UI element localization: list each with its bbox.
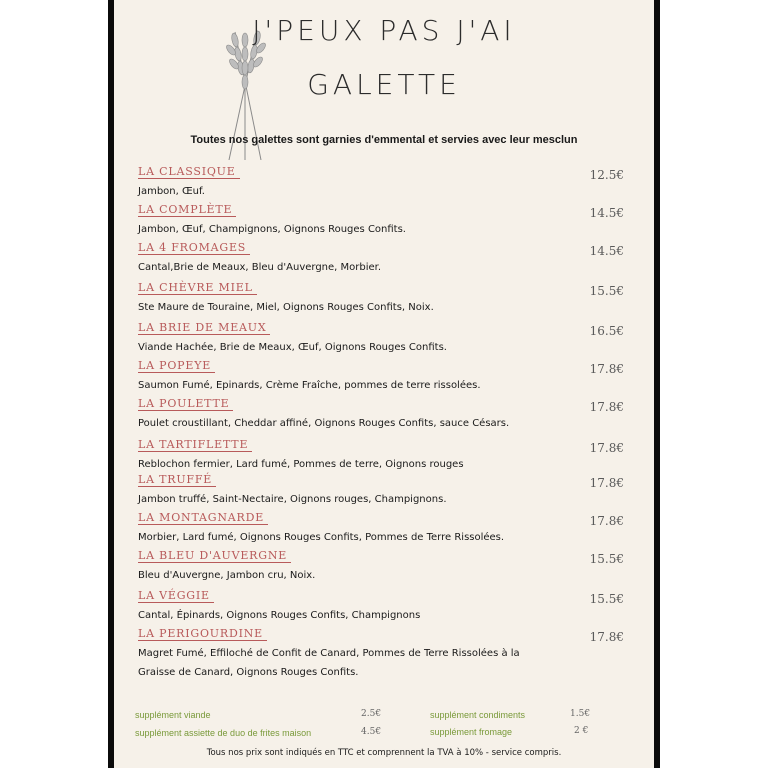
supplement-frites-label: supplément assiette de duo de frites maison (135, 728, 312, 738)
item-price: 12.5€ (589, 168, 624, 182)
item-price: 14.5€ (589, 206, 624, 220)
item-name: LA TRUFFÉ (138, 473, 216, 487)
item-description: Jambon, Œuf. (138, 186, 205, 197)
item-description: Poulet croustillant, Cheddar affiné, Oignons Rouges Confits, sauce Césars. (138, 418, 510, 429)
item-name: LA 4 FROMAGES (138, 241, 250, 255)
item-name: LA MONTAGNARDE (138, 511, 268, 525)
item-name: LA TARTIFLETTE (138, 438, 252, 452)
item-price: 15.5€ (589, 284, 624, 298)
item-price: 15.5€ (589, 552, 624, 566)
item-description: Jambon, Œuf, Champignons, Oignons Rouges Confits. (138, 224, 406, 235)
item-description: Bleu d'Auvergne, Jambon cru, Noix. (138, 570, 316, 581)
item-name: LA BLEU D'AUVERGNE (138, 549, 291, 563)
item-price: 17.8€ (589, 400, 624, 414)
item-name: LA POPEYE (138, 359, 215, 373)
item-description: Morbier, Lard fumé, Oignons Rouges Confits, Pommes de Terre Rissolées. (138, 532, 505, 543)
supplement-frites-price: 4.5€ (361, 727, 382, 737)
item-description: Cantal,Brie de Meaux, Bleu d'Auvergne, Morbier. (138, 262, 382, 273)
item-price: 17.8€ (589, 630, 624, 644)
supplement-fromage-price: 2 € (574, 726, 589, 736)
title-line-2: GALETTE (307, 68, 461, 101)
item-name: LA BRIE DE MEAUX (138, 321, 270, 335)
item-price: 17.8€ (589, 441, 624, 455)
item-price: 16.5€ (589, 324, 624, 338)
item-price: 15.5€ (589, 592, 624, 606)
item-name: LA POULETTE (138, 397, 233, 411)
item-price: 14.5€ (589, 244, 624, 258)
item-name: LA VÉGGIE (138, 589, 214, 603)
item-price: 17.8€ (589, 362, 624, 376)
item-description: Magret Fumé, Effiloché de Confit de Canard, Pommes de Terre Rissolées à la Graisse de Canard, Oignons Rouges Confits. (138, 648, 520, 678)
item-description: Viande Hachée, Brie de Meaux, Œuf, Oignons Rouges Confits. (138, 342, 447, 353)
supplement-condiments-price: 1.5€ (570, 709, 591, 719)
item-price: 17.8€ (589, 514, 624, 528)
item-name: LA COMPLÈTE (138, 203, 236, 217)
item-description: Saumon Fumé, Epinards, Crème Fraîche, pommes de terre rissolées. (138, 380, 481, 391)
item-name: LA CLASSIQUE (138, 165, 240, 179)
price-footnote: Tous nos prix sont indiqués en TTC et comprennent la TVA à 10% - service compris. (206, 748, 562, 758)
title-line-1: J'PEUX PAS J'AI (252, 14, 516, 47)
item-description: Cantal, Épinards, Oignons Rouges Confits, Champignons (138, 610, 421, 621)
supplement-viande-price: 2.5€ (361, 709, 382, 719)
item-price: 17.8€ (589, 476, 624, 490)
menu-subtitle: Toutes nos galettes sont garnies d'emmental et servies avec leur mesclun (190, 134, 578, 146)
menu-page (114, 0, 654, 768)
supplement-fromage-label: supplément fromage (430, 727, 513, 737)
item-description: Reblochon fermier, Lard fumé, Pommes de terre, Oignons rouges (138, 459, 464, 470)
supplement-condiments-label: supplément condiments (430, 710, 526, 720)
item-description: Jambon truffé, Saint-Nectaire, Oignons rouges, Champignons. (138, 494, 447, 505)
item-name: LA PERIGOURDINE (138, 627, 267, 641)
item-name: LA CHÈVRE MIEL (138, 281, 257, 295)
item-description: Ste Maure de Touraine, Miel, Oignons Rouges Confits, Noix. (138, 302, 434, 313)
supplement-viande-label: supplément viande (135, 710, 211, 720)
